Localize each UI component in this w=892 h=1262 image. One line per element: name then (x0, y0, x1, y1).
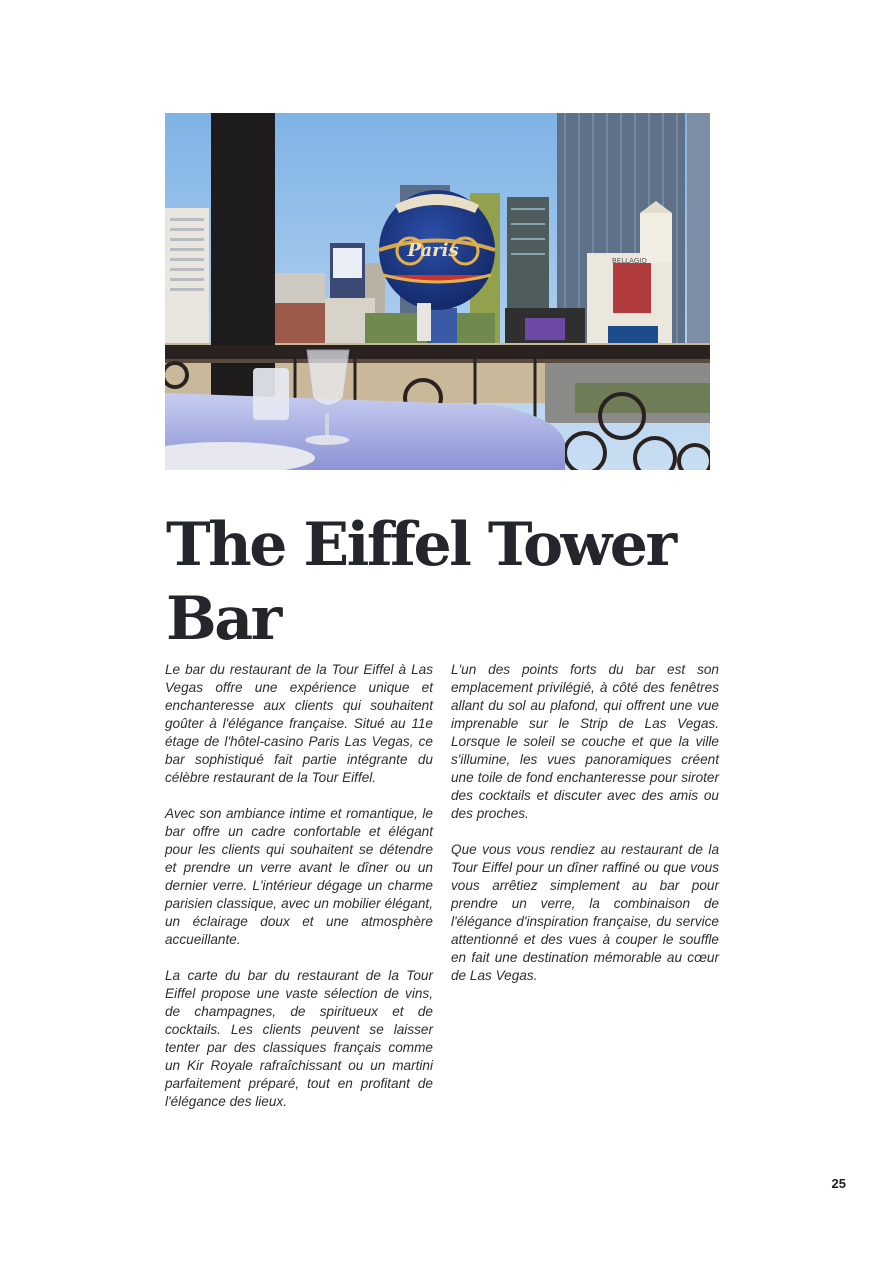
las-vegas-strip-view-image (165, 113, 710, 470)
paragraph: Le bar du restaurant de la Tour Eiffel à Las Vegas offre une expérience unique et enchanteresse aux clients qui souhaitent goûter à l'élégance française. Situé au 11e étage de l'hôtel-casino Paris Las Vegas, ce bar sophistiqué fait partie intégrante du célèbre restaurant de la Tour Eiffel. (165, 662, 433, 785)
page-number: 25 (831, 1176, 846, 1191)
article-column-left (165, 661, 433, 1129)
paragraph: La carte du bar du restaurant de la Tour Eiffel propose une vaste sélection de vins, de champagnes, de spiritueux et de cocktails. Les clients peuvent se laisser tenter par des classiques français comme un Kir Royale rafraîchissant ou un martini parfaitement préparé, tout en profitant de l'élégance des lieux. (165, 968, 433, 1109)
article-title: The Eiffel Tower Bar (166, 510, 675, 654)
paragraph: Avec son ambiance intime et romantique, le bar offre un cadre confortable et élégant pour les clients qui souhaitent se détendre et prendre un verre avant le dîner ou un dernier verre. L'intérieur dégage un charme parisien classique, avec un mobilier élégant, un éclairage doux et une atmosphère accueillante. (165, 806, 433, 947)
paris-balloon-text: Paris (407, 240, 459, 261)
hero-photo (165, 113, 710, 470)
paragraph: L'un des points forts du bar est son emplacement privilégié, à côté des fenêtres allant du sol au plafond, qui offrent une vue imprenable sur le Strip de Las Vegas. Lorsque le soleil se couche et que la ville s'illumine, les vues panoramiques créent une toile de fond enchanteresse pour siroter des cocktails et discuter avec des amis ou des proches. (451, 662, 719, 821)
paragraph: Que vous vous rendiez au restaurant de la Tour Eiffel pour un dîner raffiné ou que vous vous arrêtiez simplement au bar pour prendre un verre, la combinaison de l'élégance d'inspiration française, du service attentionné et des vues à couper le souffle en fait une destination mémorable au cœur de Las Vegas. (451, 842, 719, 983)
article-column-right (451, 661, 719, 1003)
bellagio-sign-text: BELLAGIO (612, 257, 647, 265)
